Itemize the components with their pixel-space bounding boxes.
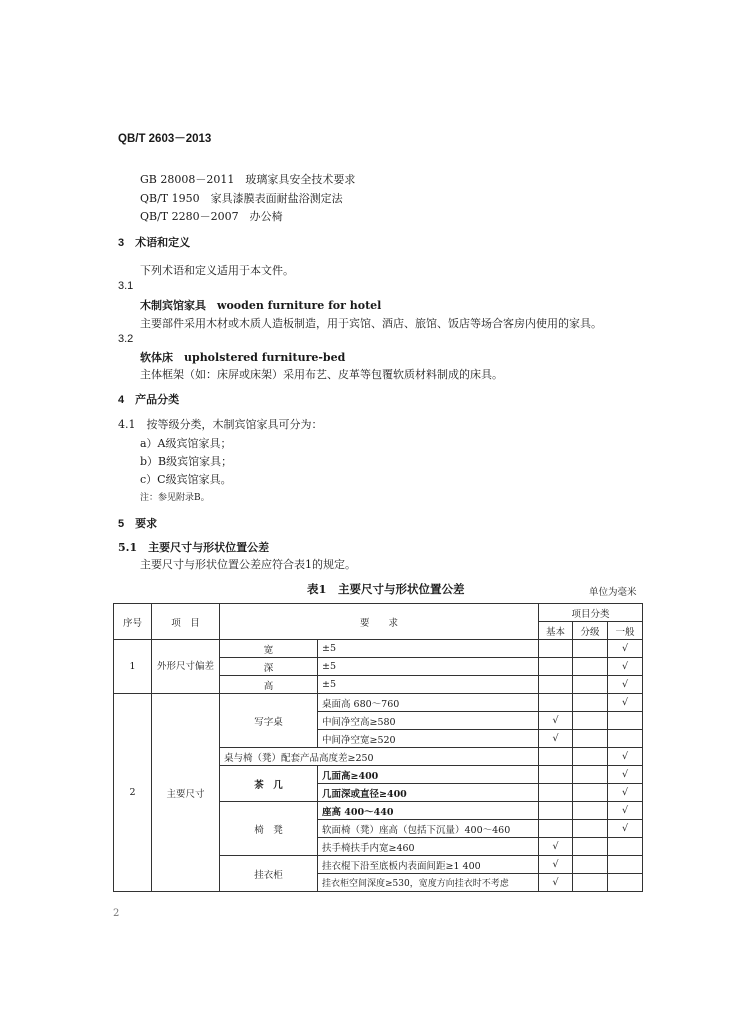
header-basic: 基本 bbox=[539, 622, 573, 640]
section-3-intro: 下列术语和定义适用于本文件。 bbox=[140, 264, 294, 277]
grade-cell bbox=[573, 640, 608, 658]
general-cell bbox=[608, 856, 643, 874]
requirement-cell: 几面深或直径≥400 bbox=[318, 784, 539, 802]
general-cell: √ bbox=[608, 658, 643, 676]
reference-3: QB/T 2280－2007 办公椅 bbox=[140, 210, 283, 223]
basic-cell: √ bbox=[539, 838, 573, 856]
grade-c-item: c）C级宾馆家具。 bbox=[140, 473, 232, 486]
header-requirement: 要 求 bbox=[220, 604, 539, 640]
basic-cell: √ bbox=[539, 874, 573, 892]
general-cell: √ bbox=[608, 748, 643, 766]
table-row bbox=[114, 640, 643, 658]
grade-cell bbox=[573, 730, 608, 748]
basic-cell bbox=[539, 784, 573, 802]
basic-cell bbox=[539, 658, 573, 676]
section-3-title: 3 术语和定义 bbox=[118, 237, 191, 249]
requirement-cell: 桌与椅（凳）配套产品高度差≥250 bbox=[220, 748, 539, 766]
grade-cell bbox=[573, 712, 608, 730]
basic-cell: √ bbox=[539, 712, 573, 730]
sub-item-cell: 椅 凳 bbox=[220, 802, 318, 856]
general-cell: √ bbox=[608, 820, 643, 838]
grade-cell bbox=[573, 802, 608, 820]
definition-wooden-furniture: 主要部件采用木材或木质人造板制造，用于宾馆、酒店、旅馆、饭店等场合客房内使用的家具。 bbox=[140, 317, 602, 330]
table-caption: 表1 主要尺寸与形状位置公差 bbox=[307, 582, 465, 596]
basic-cell: √ bbox=[539, 856, 573, 874]
definition-upholstered-bed: 主体框架（如：床屏或床架）采用布艺、皮革等包覆软质材料制成的床具。 bbox=[140, 368, 503, 381]
requirement-cell: 挂衣柜空间深度≥530，宽度方向挂衣时不考虑 bbox=[318, 874, 539, 892]
header-general: 一般 bbox=[608, 622, 643, 640]
table-header-row bbox=[114, 604, 643, 622]
grade-cell bbox=[573, 658, 608, 676]
general-cell: √ bbox=[608, 640, 643, 658]
section-3-2-number: 3.2 bbox=[118, 333, 134, 345]
requirement-cell: ±5 bbox=[318, 676, 539, 694]
sub-item-cell: 深 bbox=[220, 658, 318, 676]
term-wooden-furniture: 木制宾馆家具 wooden furniture for hotel bbox=[140, 299, 382, 312]
seq-cell: 1 bbox=[114, 640, 152, 694]
sub-item-cell: 宽 bbox=[220, 640, 318, 658]
reference-2: QB/T 1950 家具漆膜表面耐盐浴测定法 bbox=[140, 192, 343, 205]
grade-cell bbox=[573, 820, 608, 838]
reference-1: GB 28008－2011 玻璃家具安全技术要求 bbox=[140, 173, 356, 186]
grade-cell bbox=[573, 766, 608, 784]
general-cell bbox=[608, 838, 643, 856]
table-unit: 单位为毫米 bbox=[589, 587, 637, 598]
item-cell: 外形尺寸偏差 bbox=[152, 640, 220, 694]
basic-cell: √ bbox=[539, 730, 573, 748]
grade-b-item: b）B级宾馆家具； bbox=[140, 455, 233, 468]
tolerance-table bbox=[113, 603, 643, 892]
grade-cell bbox=[573, 676, 608, 694]
general-cell: √ bbox=[608, 694, 643, 712]
general-cell: √ bbox=[608, 676, 643, 694]
item-cell: 主要尺寸 bbox=[152, 694, 220, 892]
section-3-1-number: 3.1 bbox=[118, 280, 134, 292]
requirement-cell: 几面高≥400 bbox=[318, 766, 539, 784]
general-cell: √ bbox=[608, 802, 643, 820]
basic-cell bbox=[539, 640, 573, 658]
page-number: 2 bbox=[113, 908, 120, 919]
basic-cell bbox=[539, 748, 573, 766]
table-row bbox=[114, 694, 643, 712]
requirement-cell: 挂衣棍下沿至底板内表面间距≥1 400 bbox=[318, 856, 539, 874]
header-category: 项目分类 bbox=[539, 604, 643, 622]
general-cell: √ bbox=[608, 784, 643, 802]
basic-cell bbox=[539, 694, 573, 712]
requirement-cell: 软面椅（凳）座高（包括下沉量）400～460 bbox=[318, 820, 539, 838]
general-cell: √ bbox=[608, 766, 643, 784]
requirement-cell: 座高 400～440 bbox=[318, 802, 539, 820]
grade-cell bbox=[573, 856, 608, 874]
grade-cell bbox=[573, 694, 608, 712]
sub-item-cell: 高 bbox=[220, 676, 318, 694]
grade-cell bbox=[573, 748, 608, 766]
sub-item-cell: 写字桌 bbox=[220, 694, 318, 748]
header-seq: 序号 bbox=[114, 604, 152, 640]
basic-cell bbox=[539, 820, 573, 838]
header-grade: 分级 bbox=[573, 622, 608, 640]
requirement-cell: 中间净空高≥580 bbox=[318, 712, 539, 730]
sub-item-cell: 茶 几 bbox=[220, 766, 318, 802]
basic-cell bbox=[539, 676, 573, 694]
classification-note: 注：参见附录B。 bbox=[140, 493, 210, 503]
requirement-cell: 扶手椅扶手内宽≥460 bbox=[318, 838, 539, 856]
section-4-title: 4 产品分类 bbox=[118, 394, 180, 406]
grade-cell bbox=[573, 784, 608, 802]
section-4-1-text: 4.1 按等级分类，木制宾馆家具可分为： bbox=[118, 418, 323, 431]
term-upholstered-bed: 软体床 upholstered furniture-bed bbox=[140, 351, 346, 364]
sub-item-cell: 挂衣柜 bbox=[220, 856, 318, 892]
header-item: 项 目 bbox=[152, 604, 220, 640]
grade-cell bbox=[573, 838, 608, 856]
seq-cell: 2 bbox=[114, 694, 152, 892]
section-5-1-title: 5.1 主要尺寸与形状位置公差 bbox=[118, 541, 270, 554]
requirement-cell: ±5 bbox=[318, 640, 539, 658]
general-cell bbox=[608, 712, 643, 730]
general-cell bbox=[608, 730, 643, 748]
section-5-1-text: 主要尺寸与形状位置公差应符合表1的规定。 bbox=[140, 558, 356, 571]
section-5-title: 5 要求 bbox=[118, 518, 158, 530]
grade-cell bbox=[573, 874, 608, 892]
requirement-cell: ±5 bbox=[318, 658, 539, 676]
basic-cell bbox=[539, 766, 573, 784]
grade-a-item: a）A级宾馆家具； bbox=[140, 437, 232, 450]
requirement-cell: 中间净空宽≥520 bbox=[318, 730, 539, 748]
requirement-cell: 桌面高 680～760 bbox=[318, 694, 539, 712]
document-code: QB/T 2603－2013 bbox=[118, 133, 212, 145]
general-cell bbox=[608, 874, 643, 892]
basic-cell bbox=[539, 802, 573, 820]
